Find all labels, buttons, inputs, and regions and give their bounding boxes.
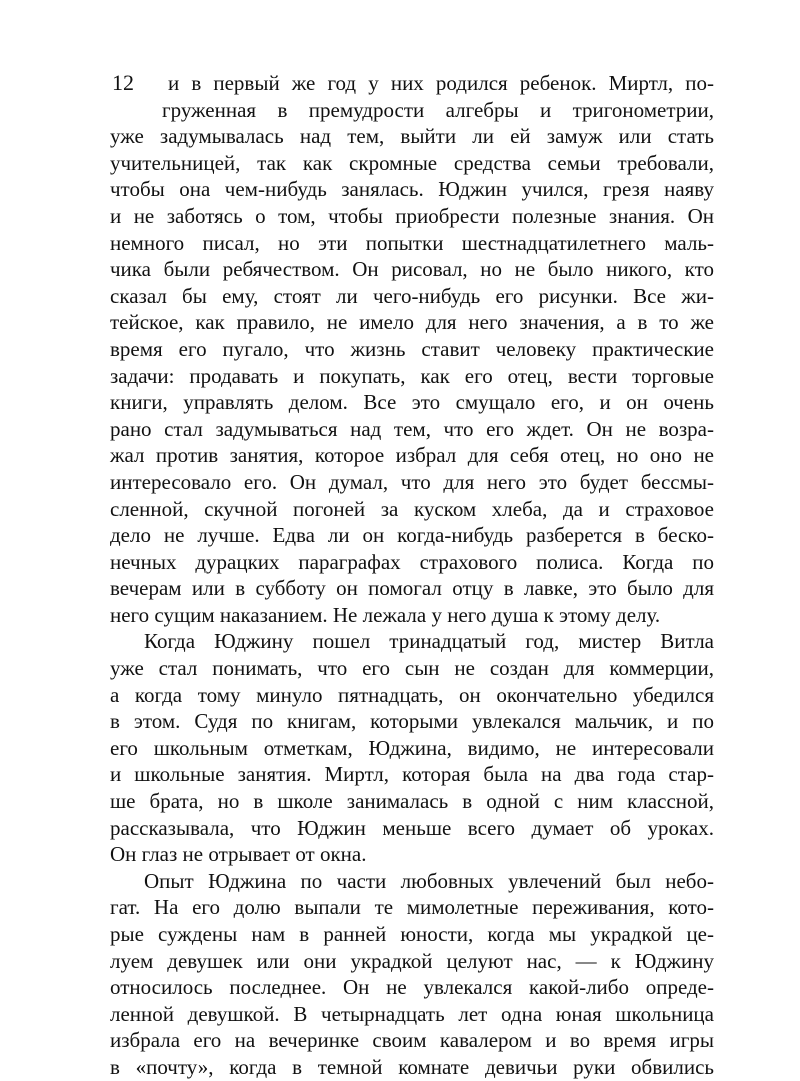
text-line: уже стал понимать, что его сын не создан для коммерции, xyxy=(110,656,714,681)
text-line: гат. На его долю выпали те мимолетные переживания, кото- xyxy=(110,895,714,920)
text-line: тейское, как правило, не имело для него значения, а в то же xyxy=(110,310,714,335)
text-line: уже задумывалась над тем, выйти ли ей замуж или стать xyxy=(110,124,714,149)
text-line: и школьные занятия. Миртл, которая была на два года стар- xyxy=(110,762,714,787)
text-line: Опыт Юджина по части любовных увлечений был небо- xyxy=(144,868,714,893)
text-line: луем девушек или они украдкой целуют нас, — к Юджину xyxy=(110,948,714,973)
text-line: и не заботясь о том, чтобы приобрести полезные знания. Он xyxy=(110,203,714,228)
text-line: рые суждены нам в ранней юности, когда мы украдкой це- xyxy=(110,922,714,946)
text-line: ленной девушкой. В четырнадцать лет одна юная школьница xyxy=(110,1001,714,1026)
page-number: 12 xyxy=(112,70,134,95)
text-line: жал против занятия, которое избрал для себя отец, но оно не xyxy=(110,443,714,468)
text-line: относилось последнее. Он не увлекался какой-либо опреде- xyxy=(110,975,714,1000)
text-line: сказал бы ему, стоят ли чего-нибудь его рисунки. Все жи- xyxy=(110,283,714,308)
text-line: рассказывала, что Юджин меньше всего думает об уроках. xyxy=(110,815,714,840)
text-line: сленной, скучной погоней за куском хлеба, да и страховое xyxy=(110,496,714,521)
text-line: немного писал, но эти попытки шестнадцатилетнего маль- xyxy=(110,230,714,255)
text-line: а когда тому минуло пятнадцать, он окончательно убедился xyxy=(110,682,714,707)
text-line: чика были ребячеством. Он рисовал, но не было никого, кто xyxy=(110,257,714,282)
text-line: его школьным отметкам, Юджина, видимо, не интересовали xyxy=(110,735,714,760)
text-line: избрала его на вечеринке своим кавалером и во время игры xyxy=(110,1028,714,1053)
text-line: дело не лучше. Едва ли он когда-нибудь разберется в беско- xyxy=(110,523,714,548)
text-line: Когда Юджину пошел тринадцатый год, мистер Витла xyxy=(144,629,714,654)
text-line: в «почту», когда в темной комнате девичьи руки обвились xyxy=(110,1054,714,1079)
text-line: нечных дурацких параграфах страхового полиса. Когда по xyxy=(110,549,714,574)
text-line: чтобы она чем-нибудь занялась. Юджин учился, грезя наяву xyxy=(110,177,714,202)
text-line: время его пугало, что жизнь ставит человеку практические xyxy=(110,336,714,361)
text-line: рано стал задумываться над тем, что его ждет. Он не возра- xyxy=(110,416,714,441)
text-line: учительницей, так как скромные средства семьи требовали, xyxy=(110,150,714,175)
text-line: груженная в премудрости алгебры и тригонометрии, xyxy=(162,97,714,122)
text-line: книги, управлять делом. Все это смущало его, и он очень xyxy=(110,390,714,415)
body-text xyxy=(110,70,714,1081)
text-line: и в первый же год у них родился ребенок. Миртл, по- xyxy=(168,71,714,95)
text-line: ше брата, но в школе занималась в одной с ним классной, xyxy=(110,789,714,814)
text-line: него сущим наказанием. Не лежала у него душа к этому делу. xyxy=(110,602,661,627)
text-line: интересовало его. Он думал, что для него это будет бессмы- xyxy=(110,469,714,494)
text-line: вечерам или в субботу он помогал отцу в лавке, это было для xyxy=(110,576,714,601)
text-line: задачи: продавать и покупать, как его отец, вести торговые xyxy=(110,363,714,388)
text-line: Он глаз не отрывает от окна. xyxy=(110,842,367,867)
text-line: в этом. Судя по книгам, которыми увлекался мальчик, и по xyxy=(110,709,714,734)
